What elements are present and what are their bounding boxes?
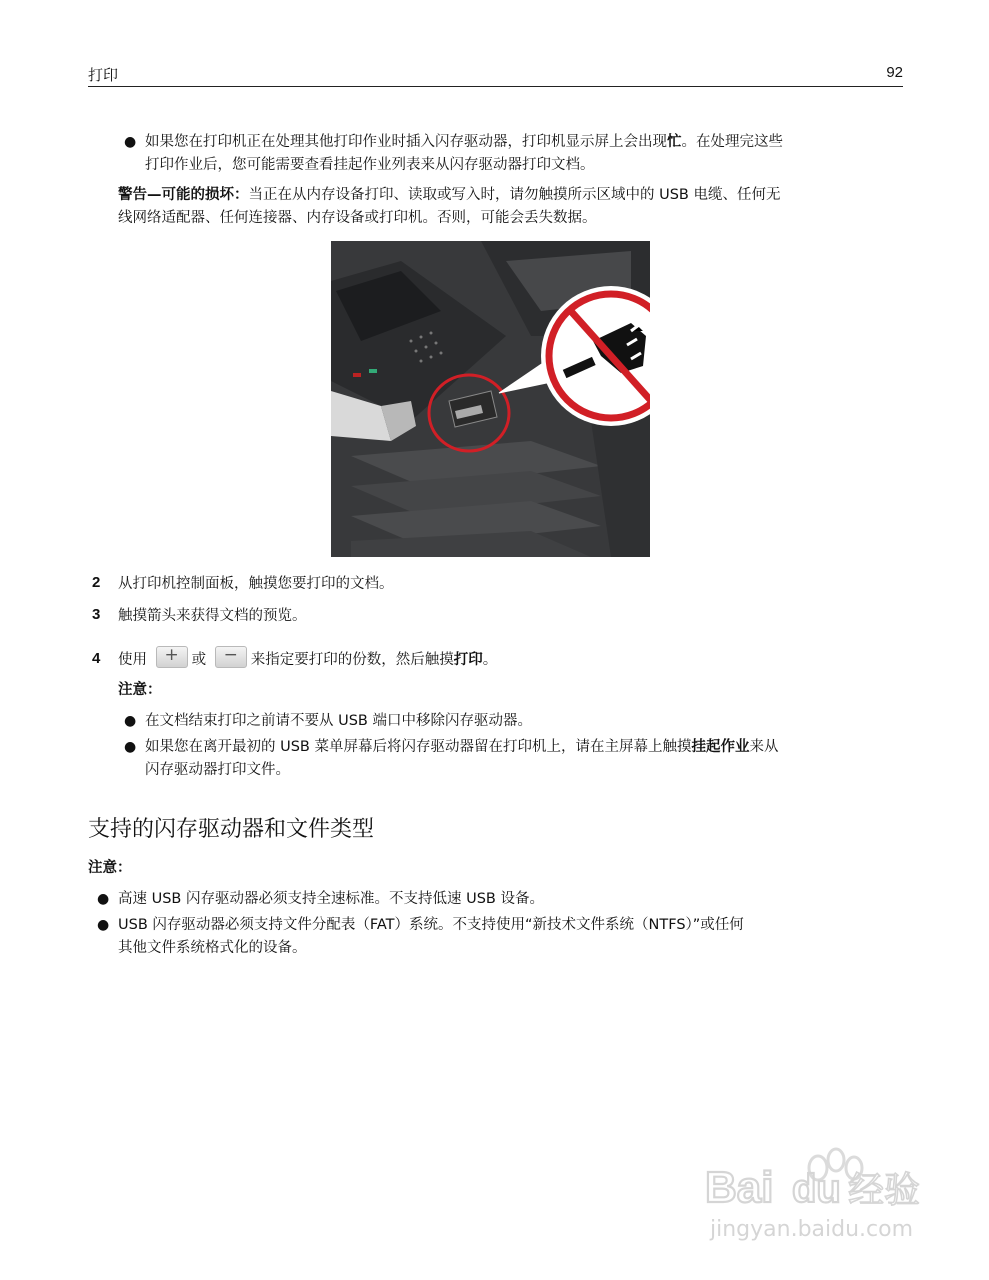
step-text-2: 从打印机控制面板，触摸您要打印的文档。 bbox=[118, 576, 394, 592]
step-text-4: 使用 + 或 − 来指定要打印的份数，然后触摸打印。 bbox=[118, 645, 498, 668]
minus-button-icon: − bbox=[215, 646, 247, 668]
step-number-4: 4 bbox=[92, 650, 101, 667]
watermark-url: jingyan.baidu.com bbox=[710, 1217, 914, 1242]
watermark-brand-cn: 经验 bbox=[848, 1170, 921, 1211]
section-heading: 支持的闪存驱动器和文件类型 bbox=[88, 817, 375, 842]
page-number: 92 bbox=[886, 64, 903, 81]
bullet-dot: ● bbox=[97, 891, 110, 907]
step-number-3: 3 bbox=[92, 606, 101, 623]
section2-item-2: ● USB 闪存驱动器必须支持文件分配表（FAT）系统。不支持使用“新技术文件系统（NTFS）”或任何 其他文件系统格式化的设备。 bbox=[118, 914, 908, 960]
step-number-2: 2 bbox=[92, 574, 101, 591]
step-text-3: 触摸箭头来获得文档的预览。 bbox=[118, 608, 307, 624]
plus-button-icon: + bbox=[156, 646, 188, 668]
warning-label: 警告—可能的损坏： bbox=[118, 187, 249, 203]
watermark-brand-b: du bbox=[792, 1167, 841, 1211]
baidu-jingyan-watermark bbox=[700, 1140, 940, 1250]
printer-illustration-svg bbox=[331, 241, 650, 557]
bullet-dot: ● bbox=[124, 739, 137, 755]
bullet-dot: ● bbox=[124, 713, 137, 729]
bullet-dot: ● bbox=[97, 917, 110, 933]
page-header bbox=[88, 64, 903, 87]
watermark-logo-svg bbox=[700, 1140, 940, 1250]
watermark-brand-a: Bai bbox=[705, 1163, 774, 1212]
section-title: 打印 bbox=[88, 66, 119, 84]
note-item-1: ● 在文档结束打印之前请不要从 USB 端口中移除闪存驱动器。 bbox=[145, 710, 905, 733]
notes-label: 注意： bbox=[118, 682, 162, 698]
warning-paragraph: 警告—可能的损坏：当正在从内存设备打印、读取或写入时，请勿触摸所示区域中的 USB 电缆、任何无 线网络适配器、任何连接器、内存设备或打印机。否则，可能会丢失数据。 bbox=[118, 187, 781, 226]
section2-item-1: ● 高速 USB 闪存驱动器必须支持全速标准。不支持低速 USB 设备。 bbox=[118, 888, 908, 911]
intro-bullet: ● 如果您在打印机正在处理其他打印作业时插入闪存驱动器，打印机显示屏上会出现忙。在处理完这些 打印作业后，您可能需要查看挂起作业列表来从闪存驱动器打印文档。 bbox=[145, 131, 905, 177]
notes-label-2: 注意： bbox=[88, 860, 132, 876]
note-item-2: ● 如果您在离开最初的 USB 菜单屏幕后将闪存驱动器留在打印机上，请在主屏幕上触摸挂起作业来从 闪存驱动器打印文件。 bbox=[145, 736, 905, 782]
printer-usb-warning-illustration bbox=[331, 241, 650, 557]
bullet-dot: ● bbox=[124, 134, 137, 150]
